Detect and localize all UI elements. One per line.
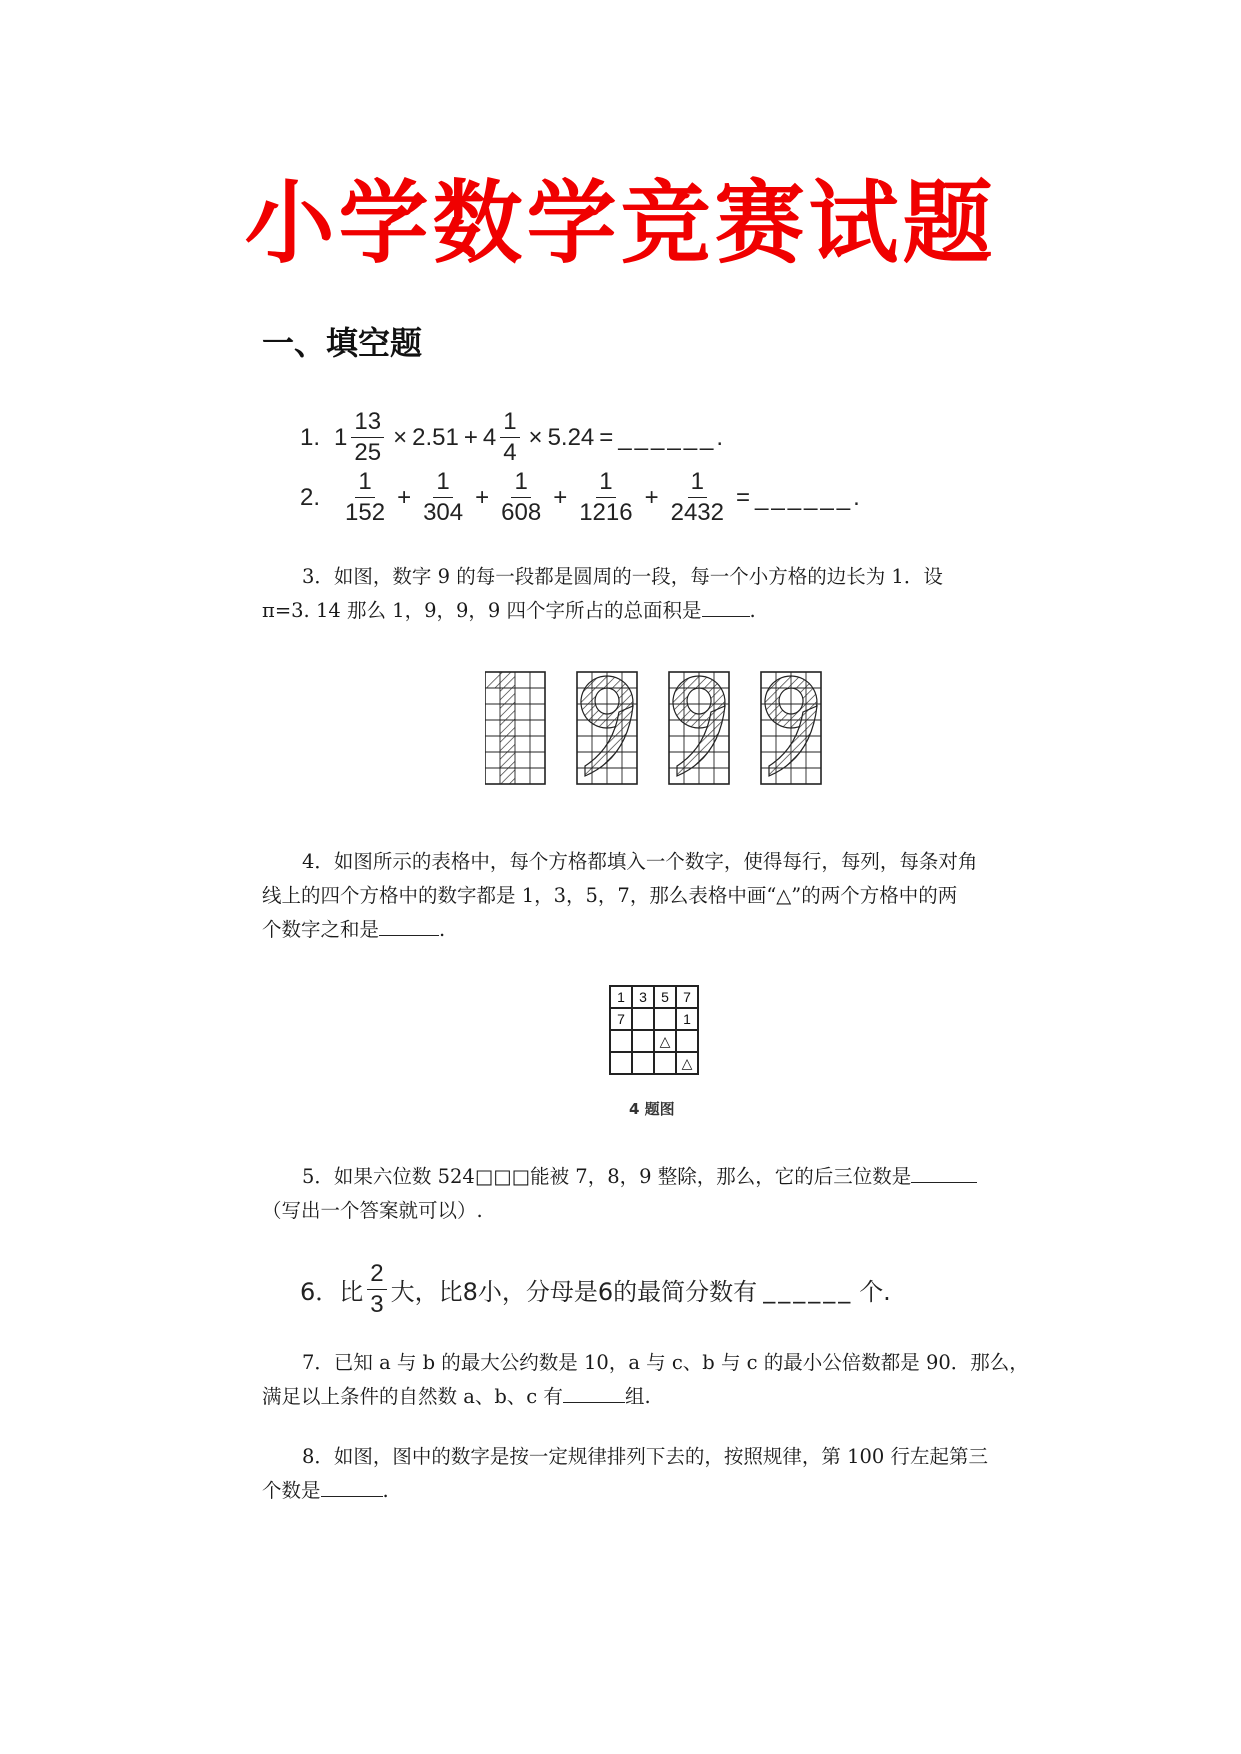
grid-cell: 3 — [632, 986, 654, 1008]
question-text: 线上的四个方格中的数字都是 1，3，5，7，那么表格中画“△”的两个方格中的两 — [262, 884, 958, 907]
grid-cell: 5 — [654, 986, 676, 1008]
question-text-line2 — [262, 594, 1052, 628]
grid-cell: △ — [676, 1052, 698, 1074]
fraction — [420, 470, 466, 525]
question-text: 6．比 — [300, 1278, 364, 1306]
answer-blank — [379, 915, 439, 936]
fraction — [367, 1262, 386, 1317]
denominator: 4 — [503, 439, 517, 466]
grid-cell: 7 — [610, 1008, 632, 1030]
question-text: 5．如果六位数 524□□□能被 7，8，9 整除，那么，它的后三位数是 — [302, 1165, 912, 1188]
grid-cell: △ — [654, 1030, 676, 1052]
question-8 — [262, 1440, 1052, 1508]
grid-cell — [632, 1052, 654, 1074]
plus-sign: + — [553, 483, 568, 511]
period: . — [382, 1479, 389, 1502]
numerator: 1 — [688, 470, 707, 498]
denominator: 25 — [354, 439, 382, 466]
grid-cell: 1 — [676, 1008, 698, 1030]
question-text: 个数是 — [262, 1479, 321, 1502]
equals-sign: = — [736, 483, 751, 511]
page-title: 小学数学竞赛试题 — [244, 171, 997, 276]
question-number: 2. — [300, 483, 321, 511]
digit-9-grid — [577, 672, 637, 784]
digit-9-grid — [761, 672, 821, 784]
question-text: （写出一个答案就可以）. — [262, 1199, 483, 1222]
question-text-line2 — [262, 1380, 1052, 1414]
section-heading: 一、填空题 — [262, 324, 423, 362]
digit-9-grid — [669, 672, 729, 784]
question-text: 个. — [859, 1278, 891, 1306]
question-text-line2 — [262, 1474, 1052, 1508]
fraction — [342, 470, 388, 525]
grid-cell: 1 — [610, 986, 632, 1008]
factor: 2.51 — [412, 423, 459, 451]
fraction — [351, 410, 384, 465]
question-text: 个数字之和是 — [262, 918, 380, 941]
grid-cell — [654, 1008, 676, 1030]
fraction — [498, 470, 544, 525]
denominator: 3 — [370, 1291, 384, 1318]
times-sign: × — [393, 423, 408, 451]
grid-cell — [632, 1008, 654, 1030]
question-text: 组. — [624, 1385, 651, 1408]
answer-blank: ______ — [763, 1275, 854, 1304]
question-number: 1. — [300, 423, 321, 451]
grid-cell — [654, 1052, 676, 1074]
question-text: π=3. 14 那么 1，9，9，9 四个字所占的总面积是 — [262, 599, 702, 622]
question-text: 满足以上条件的自然数 a、b、c 有 — [262, 1385, 563, 1408]
period: . — [439, 918, 446, 941]
number-grid — [609, 985, 699, 1075]
grid-cell — [676, 1030, 698, 1052]
question-text: 3．如图，数字 9 的每一段都是圆周的一段，每一个小方格的边长为 1．设 — [302, 565, 943, 588]
answer-blank — [702, 596, 750, 617]
question-1 — [300, 410, 723, 465]
question-text: 4．如图所示的表格中，每个方格都填入一个数字，使得每行，每列，每条对角 — [302, 850, 978, 873]
numerator: 1 — [500, 410, 519, 438]
question-5 — [262, 1160, 1052, 1228]
fraction — [576, 470, 635, 525]
question-7 — [262, 1346, 1052, 1414]
answer-blank: ______ — [755, 483, 854, 511]
fraction — [500, 410, 519, 465]
numerator: 1 — [511, 470, 530, 498]
period: . — [853, 483, 860, 511]
digit-1-grid — [485, 672, 545, 784]
numerator: 13 — [351, 410, 384, 438]
question-4 — [262, 845, 1052, 947]
question-text: 大，比8小，分母是6的最简分数有 — [390, 1278, 758, 1306]
numerator: 1 — [355, 470, 374, 498]
numerator: 1 — [433, 470, 452, 498]
times-sign: × — [528, 423, 543, 451]
plus-sign: + — [397, 483, 412, 511]
question-text: 7．已知 a 与 b 的最大公约数是 10，a 与 c、b 与 c 的最小公倍数都是 90．那么， — [302, 1351, 1029, 1374]
denominator: 608 — [501, 499, 542, 526]
question-text-line1 — [262, 1160, 1052, 1194]
question-6 — [300, 1262, 891, 1317]
answer-blank: ______ — [618, 423, 717, 451]
question-text-line3 — [262, 913, 1052, 947]
grid-cell — [610, 1052, 632, 1074]
numerator: 2 — [367, 1262, 386, 1290]
numerator: 1 — [596, 470, 615, 498]
mixed-whole: 4 — [482, 423, 497, 451]
grid-cell — [610, 1030, 632, 1052]
question-text: 8．如图，图中的数字是按一定规律排列下去的，按照规律，第 100 行左起第三 — [302, 1445, 989, 1468]
period: . — [749, 599, 756, 622]
plus-sign: + — [475, 483, 490, 511]
denominator: 304 — [423, 499, 464, 526]
figure-caption: 4 题图 — [629, 1100, 675, 1118]
question-3 — [262, 560, 1052, 628]
plus-sign: + — [644, 483, 659, 511]
fraction — [668, 470, 727, 525]
factor: 5.24 — [547, 423, 595, 451]
answer-blank — [911, 1162, 977, 1183]
plus-sign: + — [463, 423, 478, 451]
period: . — [716, 423, 724, 451]
grid-cell — [632, 1030, 654, 1052]
denominator: 2432 — [670, 499, 724, 526]
denominator: 152 — [345, 499, 386, 526]
answer-blank — [563, 1382, 625, 1403]
digits-1999-figure — [485, 668, 825, 788]
equals-sign: = — [599, 423, 614, 451]
grid-cell: 7 — [676, 986, 698, 1008]
question-2 — [300, 470, 860, 525]
answer-blank — [321, 1476, 383, 1497]
mixed-whole: 1 — [334, 423, 348, 451]
denominator: 1216 — [579, 499, 633, 526]
